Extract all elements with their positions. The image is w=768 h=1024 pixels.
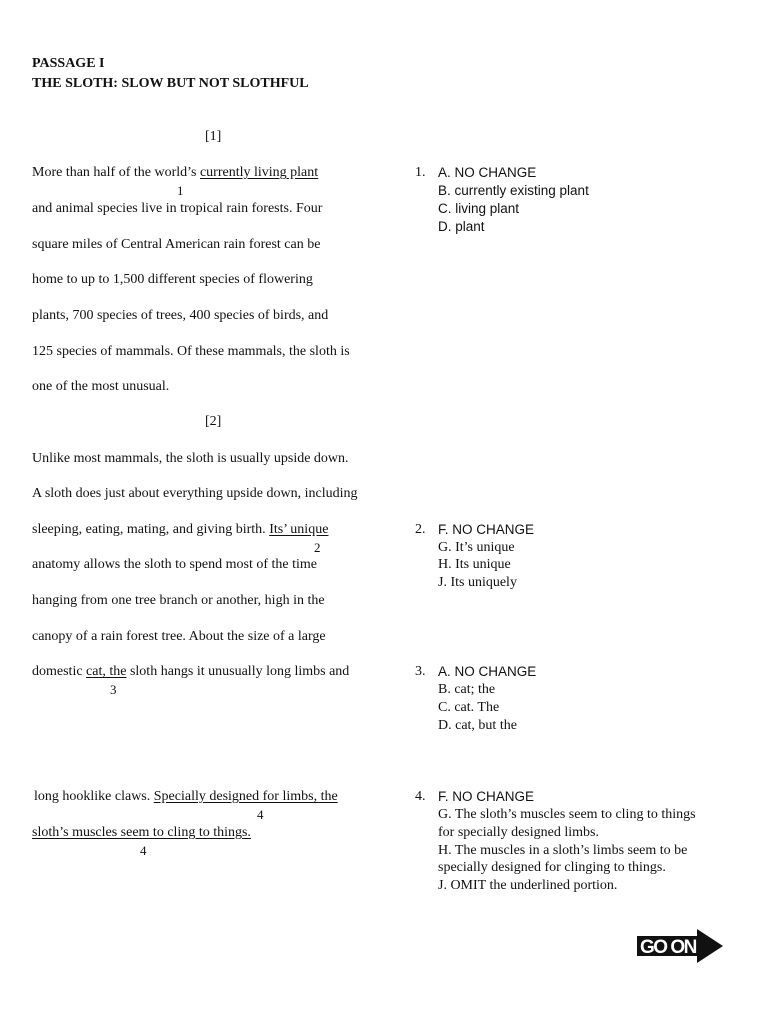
paragraph-marker-2: [2] [205,414,222,429]
underlined-portion-4-cont: sloth’s muscles seem to cling to things. [32,825,251,840]
passage-label: PASSAGE I [32,56,105,71]
underlined-portion-4: Specially designed for limbs, the [153,789,338,804]
passage-line [32,665,349,679]
passage-line: A sloth does just about everything upside down, including [32,486,358,501]
passage-line [32,523,328,537]
line-text: sloth hangs it unusually long limbs and [126,664,350,679]
answer-option-j[interactable]: J. OMIT the underlined portion. [438,878,618,893]
passage-line: one of the most unusual. [32,379,170,394]
go-on-arrow-icon [635,928,725,964]
paragraph-marker-1: [1] [205,129,222,144]
answer-option-g[interactable]: G. It’s unique [438,540,515,555]
passage-line: and animal species live in tropical rain forests. Four [32,201,323,216]
passage-line: 125 species of mammals. Of these mammals, the sloth is [32,344,350,359]
answer-option-b[interactable]: B. cat; the [438,682,496,697]
line-text: More than half of the world’s [32,165,200,180]
answer-option-g[interactable]: G. The sloth’s muscles seem to cling to things [438,807,696,822]
answer-option-f[interactable]: F. NO CHANGE [438,789,535,804]
answer-option-g-cont[interactable]: for specially designed limbs. [438,825,599,840]
line-text: sleeping, eating, mating, and giving birth. [32,522,270,537]
answer-option-b[interactable]: B. currently existing plant [438,183,589,198]
passage-title: THE SLOTH: SLOW BUT NOT SLOTHFUL [32,76,309,91]
line-text: long hooklike claws. [34,789,154,804]
go-on-arrow[interactable] [635,928,725,964]
answer-option-a[interactable]: A. NO CHANGE [438,165,537,180]
passage-line: Unlike most mammals, the sloth is usually upside down. [32,451,349,466]
underline-number-1: 1 [177,183,184,198]
passage-line: plants, 700 species of trees, 400 species of birds, and [32,308,329,323]
underline-number-4: 4 [257,807,264,822]
answer-option-c[interactable]: C. cat. The [438,700,500,715]
answer-option-d[interactable]: D. cat, but the [438,718,517,733]
passage-line: home to up to 1,500 different species of flowering [32,272,313,287]
line-text: domestic [32,664,87,679]
passage-line: anatomy allows the sloth to spend most of the time [32,557,318,572]
underline-number-3: 3 [110,682,117,697]
answer-option-f[interactable]: F. NO CHANGE [438,522,535,537]
passage-line: canopy of a rain forest tree. About the size of a large [32,629,326,644]
answer-option-h-cont[interactable]: specially designed for clinging to things. [438,860,666,875]
answer-option-j[interactable]: J. Its uniquely [438,575,517,590]
passage-line [32,826,251,840]
answer-option-h[interactable]: H. Its unique [438,557,511,572]
question-number: 2. [415,522,426,537]
passage-line [34,790,338,804]
question-number: 3. [415,664,426,679]
go-on-label: GO ON [640,937,696,958]
passage-line: square miles of Central American rain forest can be [32,237,321,252]
question-number: 4. [415,789,426,804]
passage-line: hanging from one tree branch or another, high in the [32,593,325,608]
answer-option-a[interactable]: A. NO CHANGE [438,664,537,679]
underlined-portion-3: cat, the [86,664,127,679]
underline-number-4: 4 [140,843,147,858]
passage-line [32,166,318,180]
question-number: 1. [415,165,426,180]
underline-number-2: 2 [314,540,321,555]
answer-option-d[interactable]: D. plant [438,219,485,234]
answer-option-c[interactable]: C. living plant [438,201,520,216]
underlined-portion-1: currently living plant [199,165,319,180]
underlined-portion-2: Its’ unique [269,522,329,537]
answer-option-h[interactable]: H. The muscles in a sloth’s limbs seem to be [438,843,688,858]
